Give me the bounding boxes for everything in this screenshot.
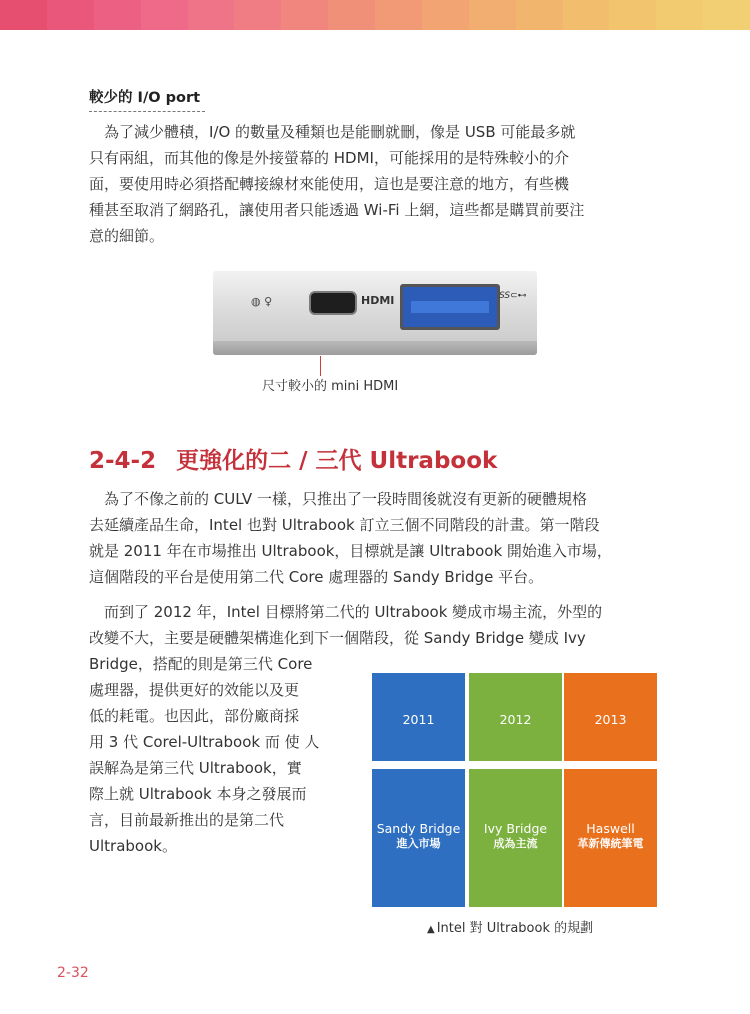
chassis-edge bbox=[213, 341, 537, 355]
mini-hdmi-port bbox=[309, 291, 357, 315]
year-tile bbox=[372, 673, 465, 761]
paragraph-line: 意的細節。 bbox=[89, 227, 165, 245]
paragraph-line: 只有兩組，而其他的像是外接螢幕的 HDMI，可能採用的是特殊較小的介 bbox=[89, 149, 569, 167]
year-label: 2012 bbox=[499, 712, 532, 727]
paragraph-line: 際上就 Ultrabook 本身之發展而 bbox=[89, 785, 307, 803]
paragraph-line: Ultrabook。 bbox=[89, 837, 177, 855]
paragraph-line: 用 3 代 Corel-Ultrabook 而 使 人 bbox=[89, 733, 320, 751]
heading-number: 2-4-2 bbox=[89, 448, 157, 474]
intro-paragraph bbox=[89, 119, 673, 249]
paragraph-line: 這個階段的平台是使用第二代 Core 處理器的 Sandy Bridge 平台。 bbox=[89, 568, 544, 586]
body-paragraph-2-wrap bbox=[89, 651, 341, 859]
callout-line bbox=[320, 356, 321, 376]
top-bar-segment bbox=[281, 0, 328, 30]
paragraph-line: 誤解為是第三代 Ultrabook，實 bbox=[89, 759, 302, 777]
paragraph-line: 言，目前最新推出的是第二代 bbox=[89, 811, 285, 829]
status-led-icon: ◍ ♀ bbox=[251, 295, 273, 308]
top-bar-segment bbox=[516, 0, 563, 30]
platform-desc: 成為主流 bbox=[493, 837, 538, 850]
paragraph-line: 低的耗電。也因此，部份廠商採 bbox=[89, 707, 300, 725]
paragraph-line: 改變不大，主要是硬體架構進化到下一個階段，從 Sandy Bridge 變成 Ivy bbox=[89, 629, 586, 647]
paragraph-line: 面，要使用時必須搭配轉接線材來能使用，這也是要注意的地方，有些機 bbox=[89, 175, 570, 193]
top-bar-segment bbox=[609, 0, 656, 30]
platform-tile bbox=[372, 769, 465, 907]
platform-tile bbox=[469, 769, 562, 907]
top-bar-segment bbox=[703, 0, 750, 30]
usb-ss-icon: SS⊂⊷ bbox=[499, 291, 527, 301]
platform-desc: 革新傳統筆電 bbox=[577, 837, 644, 850]
paragraph-line: 就是 2011 年在市場推出 Ultrabook，目標就是讓 Ultrabook 開始進入市場， bbox=[89, 542, 612, 560]
platform-name: Haswell bbox=[586, 821, 635, 836]
platform-tile bbox=[564, 769, 657, 907]
year-label: 2011 bbox=[402, 712, 435, 727]
year-label: 2013 bbox=[594, 712, 627, 727]
year-tile bbox=[469, 673, 562, 761]
top-bar-segment bbox=[422, 0, 469, 30]
top-bar-segment bbox=[656, 0, 703, 30]
platform-name: Ivy Bridge bbox=[483, 821, 548, 836]
top-bar-segment bbox=[94, 0, 141, 30]
paragraph-line: 處理器，提供更好的效能以及更 bbox=[89, 681, 300, 699]
caption-triangle-icon: ▲ bbox=[427, 924, 435, 935]
usb-port bbox=[400, 284, 500, 330]
paragraph-line: 種甚至取消了網路孔，讓使用者只能透過 Wi-Fi 上網，這些都是購買前要注 bbox=[89, 201, 585, 219]
paragraph-line: 去延續產品生命，Intel 也對 Ultrabook 訂立三個不同階段的計畫。第一階段 bbox=[89, 516, 600, 534]
top-bar-segment bbox=[469, 0, 516, 30]
hdmi-label: HDMI bbox=[361, 294, 395, 307]
top-bar-segment bbox=[47, 0, 94, 30]
top-bar-segment bbox=[234, 0, 281, 30]
ultrabook-roadmap-figure bbox=[372, 673, 657, 907]
year-tile bbox=[564, 673, 657, 761]
paragraph-line: 為了不像之前的 CULV 一樣，只推出了一段時間後就沒有更新的硬體規格 bbox=[89, 490, 587, 508]
photo-caption: 尺寸較小的 mini HDMI bbox=[262, 379, 399, 394]
figure-caption: ▲ Intel 對 Ultrabook 的規劃 bbox=[427, 921, 594, 936]
top-bar-segment bbox=[141, 0, 188, 30]
paragraph-line: Bridge，搭配的則是第三代 Core bbox=[89, 655, 313, 673]
body-paragraph-1 bbox=[89, 486, 673, 590]
top-color-bar bbox=[0, 0, 750, 30]
paragraph-line: 而到了 2012 年，Intel 目標將第二代的 Ultrabook 變成市場主流，外型的 bbox=[89, 603, 603, 621]
platform-desc: 進入市場 bbox=[396, 837, 441, 850]
top-bar-segment bbox=[188, 0, 235, 30]
laptop-port-photo bbox=[213, 271, 537, 355]
page-number: 2-32 bbox=[57, 965, 89, 981]
paragraph-line: 為了減少體積，I/O 的數量及種類也是能刪就刪，像是 USB 可能最多就 bbox=[89, 123, 576, 141]
platform-name: Sandy Bridge bbox=[376, 821, 461, 836]
section-title: 較少的 I/O port bbox=[89, 86, 205, 112]
body-paragraph-2 bbox=[89, 599, 673, 651]
section-heading bbox=[89, 442, 497, 475]
top-bar-segment bbox=[0, 0, 47, 30]
top-bar-segment bbox=[375, 0, 422, 30]
top-bar-segment bbox=[328, 0, 375, 30]
top-bar-segment bbox=[563, 0, 610, 30]
heading-title: 更強化的二 / 三代 Ultrabook bbox=[176, 448, 498, 474]
